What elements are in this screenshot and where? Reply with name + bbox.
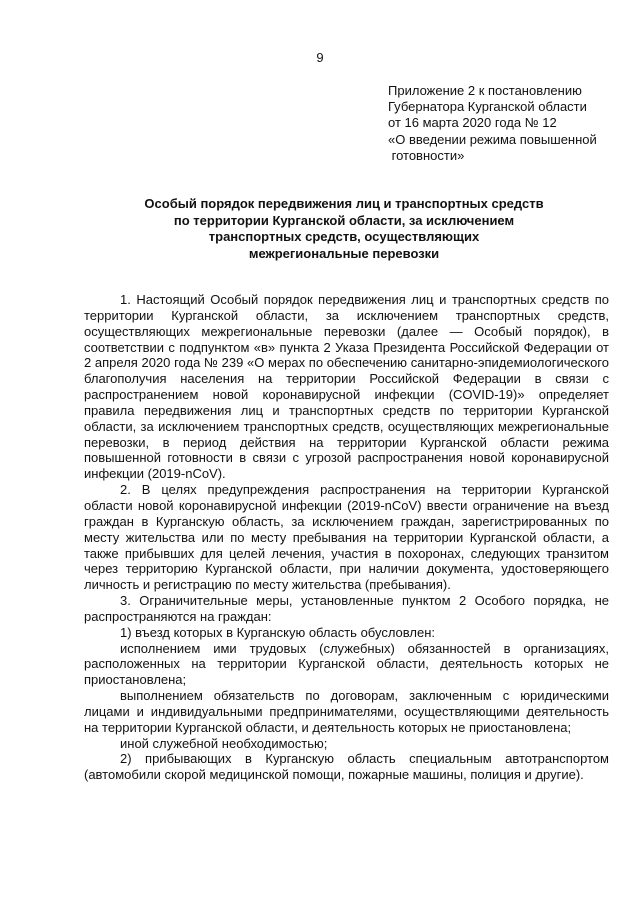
document-body [84, 292, 609, 783]
page-number: 9 [316, 50, 324, 65]
appendix-reference [388, 83, 618, 164]
appendix-line: готовности» [388, 147, 465, 163]
document-title [80, 196, 608, 262]
title-line: межрегиональные перевозки [248, 245, 440, 261]
appendix-line: от 16 марта 2020 года № 12 [388, 115, 557, 131]
paragraph-2: 2. В целях предупреждения распространения на территории Курганской области новой коронавирусной инфекции (2019-nCoV) ввести ограничение на въезд граждан в Курганскую область, за исключением граждан, зарегистрированных по месту жительства или по месту пребывания на территории Курганской области, а также прибывших для целей лечения, участия в похоронах, следующих транзитом через территорию Курганской области, при наличии документа, удостоверяющего личность и регистрацию по месту жительства (пребывания). [84, 482, 609, 593]
paragraph-3-item-1: 1) въезд которых в Курганскую область обусловлен: [120, 624, 435, 640]
paragraph-3-item-1-b: выполнением обязательств по договорам, заключенным с юридическими лицами и индивидуальными предпринимателями, осуществляющими деятельность на территории Курганской области, и деятельность которых не приостановлена; [84, 688, 609, 735]
appendix-line: «О введении режима повышенной [388, 131, 597, 147]
title-line: Особый порядок передвижения лиц и транспортных средств [144, 196, 544, 211]
paragraph-3-item-1-c: иной служебной необходимостью; [120, 735, 328, 751]
title-line: транспортных средств, осуществляющих [208, 229, 480, 244]
paragraph-3-item-2: 2) прибывающих в Курганскую область специальным автотранспортом (автомобили скорой медицинской помощи, пожарные машины, полиция и другие). [84, 751, 609, 783]
paragraph-3: 3. Ограничительные меры, установленные пунктом 2 Особого порядка, не распространяются на граждан: [84, 593, 609, 624]
appendix-line: Губернатора Курганской области [388, 99, 587, 115]
paragraph-1: 1. Настоящий Особый порядок передвижения лиц и транспортных средств по территории Курганской области, за исключением транспортных средств, осуществляющих межрегиональные перевозки (далее — Особый порядок), в соответствии с подпунктом «в» пункта 2 Указа Президента Российской Федерации от 2 апреля 2020 года № 239 «О мерах по обеспечению санитарно-эпидемиологического благополучия населения на территории Российской Федерации в связи с распространением новой коронавирусной инфекции (COVID-19)» определяет правила передвижения лиц и транспортных средств по территории Курганской области, за исключением транспортных средств, осуществляющих межрегиональные перевозки, в период действия на территории Курганской области режима повышенной готовности в связи с угрозой распространения новой коронавирусной инфекции (2019-nCoV). [84, 292, 609, 482]
title-line: по территории Курганской области, за исключением [173, 212, 515, 228]
paragraph-3-item-1-a: исполнением ими трудовых (служебных) обязанностей в организациях, расположенных на территории Курганской области, деятельность которых не приостановлена; [84, 640, 609, 688]
appendix-line: Приложение 2 к постановлению [388, 83, 582, 98]
